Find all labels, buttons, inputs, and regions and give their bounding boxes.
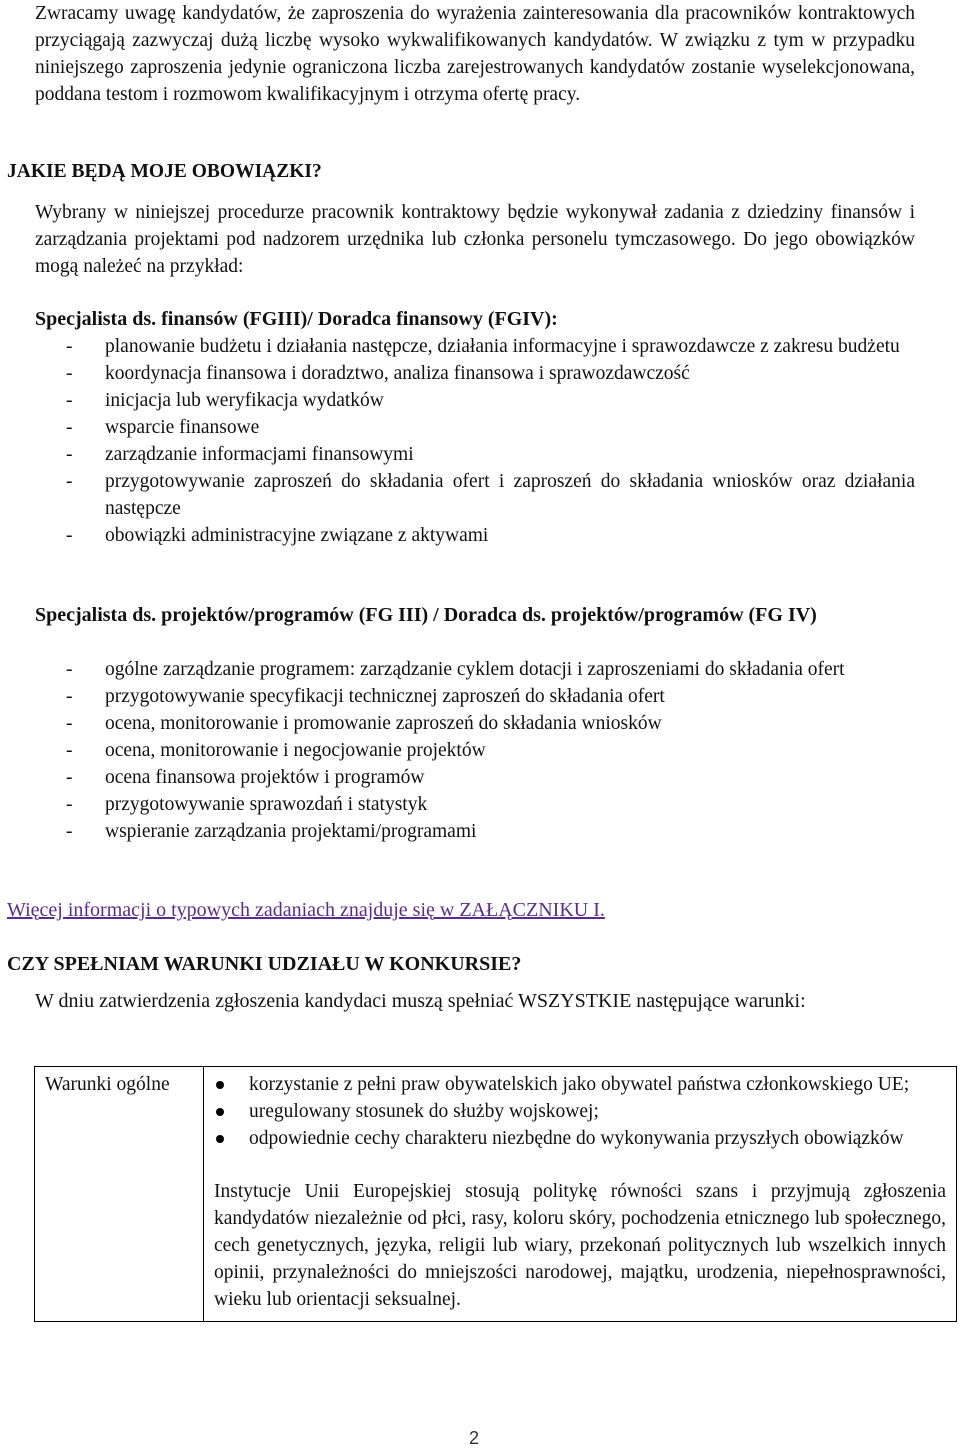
list-item: uregulowany stosunek do służby wojskowej; bbox=[214, 1098, 946, 1125]
conditions-content-cell bbox=[204, 1067, 957, 1322]
list-item: - zarządzanie informacjami finansowymi bbox=[35, 441, 915, 468]
list-item: korzystanie z pełni praw obywatelskich jako obywatel państwa członkowskiego UE; bbox=[214, 1071, 946, 1098]
list-item: - inicjacja lub weryfikacja wydatków bbox=[35, 387, 915, 414]
list-item: - przygotowywanie specyfikacji technicznej zaproszeń do składania ofert bbox=[35, 683, 915, 710]
role-finance-title: Specjalista ds. finansów (FGIII)/ Doradca finansowy (FGIV): bbox=[35, 308, 558, 330]
list-item: - ocena finansowa projektów i programów bbox=[35, 764, 915, 791]
list-item: - planowanie budżetu i działania następcze, działania informacyjne i sprawozdawcze z zakresu budżetu bbox=[35, 333, 915, 360]
list-item: - wspieranie zarządzania projektami/programami bbox=[35, 818, 915, 845]
list-item: - wsparcie finansowe bbox=[35, 414, 915, 441]
list-item: - przygotowywanie sprawozdań i statystyk bbox=[35, 791, 915, 818]
list-item: - ocena, monitorowanie i promowanie zaproszeń do składania wniosków bbox=[35, 710, 915, 737]
table-row bbox=[35, 1067, 957, 1322]
list-item: - ogólne zarządzanie programem: zarządzanie cyklem dotacji i zaproszeniami do składania ofert bbox=[35, 656, 915, 683]
conditions-heading: CZY SPEŁNIAM WARUNKI UDZIAŁU W KONKURSIE? bbox=[7, 953, 522, 975]
role-projects-tasks bbox=[35, 656, 915, 845]
list-item: - przygotowywanie zaproszeń do składania ofert i zaproszeń do składania wniosków oraz działania następcze bbox=[35, 468, 915, 522]
list-item: - obowiązki administracyjne związane z aktywami bbox=[35, 522, 915, 549]
list-item: - koordynacja finansowa i doradztwo, analiza finansowa i sprawozdawczość bbox=[35, 360, 915, 387]
equality-note: Instytucje Unii Europejskiej stosują politykę równości szans i przyjmują zgłoszenia kandydatów niezależnie od płci, rasy, koloru skóry, pochodzenia etnicznego lub społecznego, cech genetycznych, języka, religii lub wiary, przekonań politycznych lub wszelkich innych opinii, przynależności do mniejszości narodowej, majątku, urodzenia, niepełnosprawności, wieku lub orientacji seksualnej. bbox=[214, 1181, 946, 1310]
role-projects-title: Specjalista ds. projektów/programów (FG III) / Doradca ds. projektów/programów (FG IV) bbox=[35, 604, 817, 626]
role-finance-tasks bbox=[35, 333, 915, 549]
list-item: - ocena, monitorowanie i negocjowanie projektów bbox=[35, 737, 915, 764]
duties-heading: JAKIE BĘDĄ MOJE OBOWIĄZKI? bbox=[7, 161, 322, 182]
list-item: odpowiednie cechy charakteru niezbędne do wykonywania przyszłych obowiązków bbox=[214, 1125, 946, 1152]
conditions-label-cell: Warunki ogólne bbox=[35, 1067, 204, 1322]
intro-paragraph: Zwracamy uwagę kandydatów, że zaproszenia do wyrażenia zainteresowania dla pracowników kontraktowych przyciągają zazwyczaj dużą liczbę wysoko wykwalifikowanych kandydatów. W związku z tym w przypadku niniejszego zaproszenia jedynie ograniczona liczba zarejestrowanych kandydatów zostanie wyselekcjonowana, poddana testom i rozmowom kwalifikacyjnym i otrzyma ofertę pracy. bbox=[35, 3, 915, 105]
page-number: 2 bbox=[468, 1428, 479, 1448]
duties-paragraph: Wybrany w niniejszej procedurze pracownik kontraktowy będzie wykonywał zadania z dziedziny finansów i zarządzania projektami pod nadzorem urzędnika lub członka personelu tymczasowego. Do jego obowiązków mogą należeć na przykład: bbox=[35, 202, 915, 277]
conditions-table bbox=[34, 1066, 957, 1322]
general-conditions-list bbox=[214, 1071, 946, 1152]
annex-link[interactable]: Więcej informacji o typowych zadaniach znajduje się w ZAŁĄCZNIKU I. bbox=[7, 899, 605, 921]
conditions-paragraph: W dniu zatwierdzenia zgłoszenia kandydaci muszą spełniać WSZYSTKIE następujące warunki: bbox=[35, 990, 806, 1012]
